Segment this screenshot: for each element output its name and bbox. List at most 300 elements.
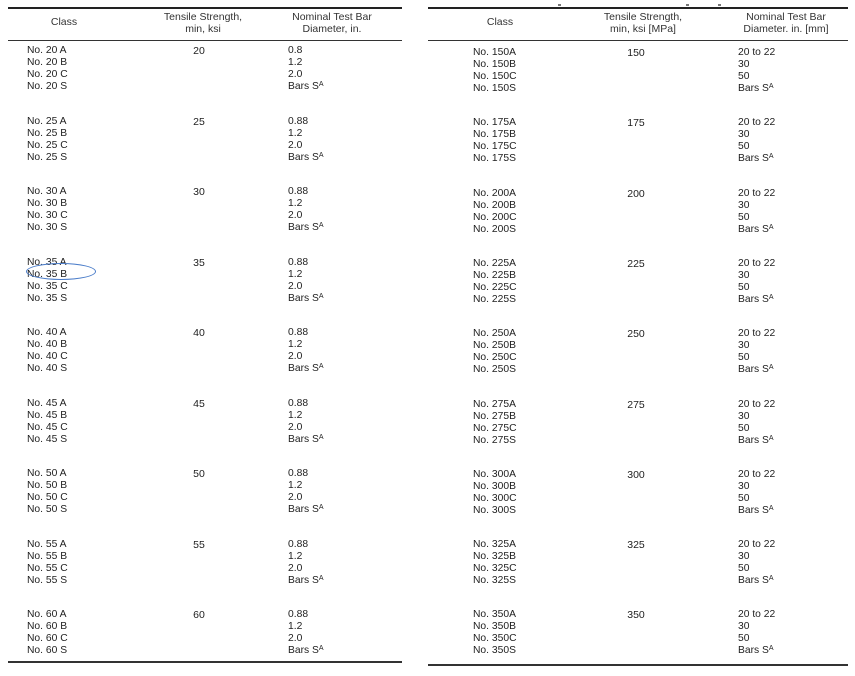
diameter-value bbox=[738, 258, 775, 270]
diameter-value bbox=[738, 270, 775, 282]
class-name: No. 40 B bbox=[27, 339, 68, 350]
diameter-text: 20 to 22 bbox=[738, 328, 776, 340]
tensile-value: 200 bbox=[627, 187, 645, 200]
diameter-value bbox=[738, 435, 775, 447]
diameter-text: Bars S bbox=[288, 645, 319, 656]
footnote-marker: A bbox=[318, 504, 324, 511]
diameter-cell bbox=[738, 258, 775, 306]
diameter-text: 2.0 bbox=[288, 139, 303, 151]
diameter-value bbox=[738, 563, 775, 575]
class-name: No. 150B bbox=[473, 59, 516, 70]
class-cell bbox=[473, 117, 517, 165]
class-name: No. 60 A bbox=[27, 609, 67, 620]
tensile-value: 30 bbox=[193, 186, 205, 198]
class-name: No. 200A bbox=[473, 187, 516, 199]
class-name: No. 35 C bbox=[27, 280, 68, 292]
diameter-cell bbox=[738, 47, 775, 95]
diameter-value bbox=[738, 71, 775, 83]
class-name: No. 300S bbox=[473, 504, 516, 516]
class-name: No. 300B bbox=[473, 480, 516, 492]
class-name: No. 50 B bbox=[27, 480, 68, 491]
diameter-text: 50 bbox=[738, 492, 750, 504]
diameter-value bbox=[288, 339, 324, 351]
diameter-cell bbox=[738, 188, 775, 236]
diameter-text: 30 bbox=[738, 410, 750, 422]
diameter-value bbox=[288, 410, 324, 422]
diameter-value bbox=[288, 398, 324, 410]
class-name: No. 40 S bbox=[27, 363, 68, 374]
diameter-value bbox=[738, 117, 775, 129]
class-name: No. 225B bbox=[473, 269, 516, 281]
table-top-rule bbox=[8, 7, 402, 9]
header-class: Class bbox=[486, 16, 514, 28]
table-row-group bbox=[428, 609, 848, 667]
diameter-cell bbox=[288, 116, 324, 164]
class-name: No. 325S bbox=[473, 575, 516, 587]
footnote-marker: A bbox=[768, 293, 774, 301]
footnote-marker: A bbox=[768, 504, 774, 512]
footnote-marker: A bbox=[318, 363, 324, 370]
table-row-group bbox=[428, 469, 848, 527]
diameter-text: 20 to 22 bbox=[738, 398, 776, 410]
diameter-text: 1.2 bbox=[288, 550, 303, 562]
table-top-rule bbox=[428, 7, 848, 9]
class-cell bbox=[27, 398, 68, 446]
class-name: No. 150A bbox=[473, 47, 516, 58]
footnote-marker: A bbox=[768, 364, 774, 372]
diameter-text: 0.88 bbox=[288, 397, 309, 409]
class-name: No. 30 A bbox=[27, 186, 67, 197]
tensile-value: 40 bbox=[193, 327, 205, 339]
diameter-text: 2.0 bbox=[288, 280, 303, 292]
diameter-text: 20 to 22 bbox=[738, 539, 776, 551]
footnote-marker: A bbox=[318, 574, 324, 582]
class-name: No. 300A bbox=[473, 468, 516, 480]
diameter-text: 20 to 22 bbox=[738, 468, 776, 480]
diameter-text: 2.0 bbox=[288, 633, 303, 644]
diameter-value bbox=[288, 281, 324, 293]
diameter-text: Bars S bbox=[288, 433, 319, 445]
diameter-text: Bars S bbox=[288, 363, 319, 374]
tensile-value: 35 bbox=[193, 256, 205, 269]
class-cell bbox=[27, 45, 68, 93]
class-name: No. 275C bbox=[473, 422, 517, 434]
class-name: No. 225A bbox=[473, 257, 516, 269]
diameter-value bbox=[738, 411, 775, 423]
scan-mark bbox=[686, 4, 689, 6]
class-name: No. 275A bbox=[473, 398, 516, 410]
diameter-value bbox=[738, 575, 775, 587]
footnote-marker: A bbox=[768, 223, 774, 231]
class-name: No. 275S bbox=[473, 434, 516, 446]
class-name: No. 325C bbox=[473, 563, 517, 575]
class-name: No. 50 C bbox=[27, 492, 68, 503]
tensile-value: 225 bbox=[627, 257, 645, 270]
diameter-text: 20 to 22 bbox=[738, 257, 776, 269]
class-name: No. 25 S bbox=[27, 151, 68, 163]
diameter-cell bbox=[288, 398, 324, 446]
diameter-value bbox=[288, 293, 324, 305]
diameter-value bbox=[738, 188, 775, 200]
diameter-text: 30 bbox=[738, 551, 750, 563]
diameter-text: 50 bbox=[738, 422, 750, 434]
header-tensile: Tensile Strength, min, ksi [MPa] bbox=[603, 11, 683, 35]
table-row-group bbox=[8, 609, 402, 667]
diameter-value bbox=[738, 481, 775, 493]
diameter-value bbox=[288, 81, 324, 93]
table-row-group bbox=[8, 116, 402, 174]
class-name: No. 55 A bbox=[27, 538, 67, 550]
diameter-text: 50 bbox=[738, 211, 750, 223]
class-name: No. 200B bbox=[473, 199, 516, 211]
diameter-text: 1.2 bbox=[288, 198, 303, 209]
scan-mark bbox=[558, 4, 561, 6]
highlight-circle bbox=[26, 263, 96, 280]
diameter-value bbox=[738, 505, 775, 517]
class-cell bbox=[27, 186, 68, 234]
diameter-value bbox=[288, 539, 324, 551]
class-name: No. 350S bbox=[473, 645, 516, 657]
class-name: No. 225S bbox=[473, 293, 516, 305]
diameter-value bbox=[288, 621, 324, 633]
diameter-value bbox=[288, 140, 324, 152]
footnote-marker: A bbox=[318, 645, 324, 652]
diameter-text: Bars S bbox=[738, 364, 769, 376]
diameter-cell bbox=[288, 539, 324, 587]
diameter-value bbox=[288, 116, 324, 128]
diameter-text: 1.2 bbox=[288, 480, 303, 491]
tensile-value: 55 bbox=[193, 538, 205, 551]
diameter-value bbox=[738, 399, 775, 411]
footnote-marker: A bbox=[768, 645, 774, 653]
diameter-text: 1.2 bbox=[288, 339, 303, 350]
class-name: No. 50 A bbox=[27, 468, 67, 479]
diameter-value bbox=[288, 222, 324, 234]
diameter-text: Bars S bbox=[288, 81, 319, 92]
class-name: No. 20 C bbox=[27, 69, 68, 80]
class-name: No. 30 S bbox=[27, 222, 68, 233]
diameter-value bbox=[288, 351, 324, 363]
diameter-text: 30 bbox=[738, 129, 750, 141]
header-rule bbox=[428, 40, 848, 41]
diameter-cell bbox=[288, 257, 324, 305]
footnote-marker: A bbox=[768, 153, 774, 161]
diameter-text: 30 bbox=[738, 199, 750, 211]
class-name: No. 20 A bbox=[27, 45, 67, 56]
diameter-value bbox=[738, 224, 775, 236]
class-name: No. 45 S bbox=[27, 433, 68, 445]
diameter-value bbox=[738, 551, 775, 563]
tensile-value: 50 bbox=[193, 468, 205, 480]
tensile-value: 150 bbox=[627, 47, 645, 59]
diameter-cell bbox=[288, 609, 324, 657]
diameter-text: 0.88 bbox=[288, 468, 309, 479]
diameter-value bbox=[738, 469, 775, 481]
diameter-cell bbox=[738, 469, 775, 517]
diameter-value bbox=[288, 480, 324, 492]
diameter-text: 50 bbox=[738, 141, 750, 153]
diameter-text: Bars S bbox=[738, 153, 769, 165]
diameter-value bbox=[288, 645, 324, 657]
diameter-text: 2.0 bbox=[288, 210, 303, 221]
diameter-value bbox=[288, 210, 324, 222]
diameter-value bbox=[288, 551, 324, 563]
diameter-text: 50 bbox=[738, 563, 750, 575]
diameter-value bbox=[738, 633, 775, 645]
table-row-group bbox=[428, 47, 848, 105]
class-cell bbox=[473, 539, 517, 587]
diameter-value bbox=[288, 363, 324, 375]
class-name: No. 25 B bbox=[27, 127, 68, 139]
diameter-text: 20 to 22 bbox=[738, 47, 776, 58]
table-row-group bbox=[428, 188, 848, 246]
diameter-value bbox=[738, 83, 775, 95]
scan-mark bbox=[718, 4, 721, 6]
table-row-group bbox=[428, 399, 848, 457]
diameter-text: 20 to 22 bbox=[738, 609, 776, 621]
diameter-cell bbox=[288, 45, 324, 93]
class-name: No. 325A bbox=[473, 539, 516, 551]
table-bottom-rule bbox=[8, 661, 402, 663]
class-name: No. 350A bbox=[473, 609, 516, 621]
class-name: No. 60 C bbox=[27, 633, 68, 644]
class-cell bbox=[473, 469, 517, 517]
diameter-value bbox=[738, 609, 775, 621]
class-name: No. 250A bbox=[473, 328, 516, 340]
diameter-value bbox=[288, 633, 324, 645]
diameter-cell bbox=[738, 539, 775, 587]
tensile-value: 25 bbox=[193, 115, 205, 128]
diameter-value bbox=[738, 59, 775, 71]
class-name: No. 55 C bbox=[27, 562, 68, 574]
class-name: No. 35 B bbox=[27, 268, 68, 280]
diameter-value bbox=[738, 212, 775, 224]
diameter-text: 1.2 bbox=[288, 621, 303, 632]
diameter-text: 2.0 bbox=[288, 351, 303, 362]
class-cell bbox=[27, 468, 68, 516]
class-cell bbox=[473, 399, 517, 447]
class-cell bbox=[473, 47, 517, 95]
diameter-text: 0.88 bbox=[288, 538, 309, 550]
class-name: No. 45 B bbox=[27, 409, 68, 421]
diameter-text: 0.88 bbox=[288, 186, 309, 197]
table-row-group bbox=[428, 117, 848, 175]
class-name: No. 300C bbox=[473, 492, 517, 504]
diameter-text: 50 bbox=[738, 633, 750, 645]
diameter-text: 2.0 bbox=[288, 562, 303, 574]
class-name: No. 25 C bbox=[27, 139, 68, 151]
diameter-value bbox=[738, 200, 775, 212]
diameter-text: 30 bbox=[738, 59, 750, 70]
header-class: Class bbox=[50, 16, 78, 28]
diameter-cell bbox=[738, 399, 775, 447]
class-name: No. 150C bbox=[473, 71, 517, 82]
class-cell bbox=[27, 327, 68, 375]
diameter-value bbox=[738, 294, 775, 306]
tensile-value: 60 bbox=[193, 609, 205, 621]
diameter-text: 30 bbox=[738, 269, 750, 281]
class-name: No. 20 S bbox=[27, 81, 68, 92]
diameter-text: 20 to 22 bbox=[738, 187, 776, 199]
diameter-value bbox=[288, 128, 324, 140]
diameter-value bbox=[738, 129, 775, 141]
class-name: No. 40 C bbox=[27, 351, 68, 362]
header-diameter: Nominal Test Bar Diameter. in. [mm] bbox=[743, 11, 829, 35]
table-row-group bbox=[428, 258, 848, 316]
diameter-value bbox=[738, 340, 775, 352]
diameter-text: Bars S bbox=[738, 83, 769, 94]
class-name: No. 325B bbox=[473, 551, 516, 563]
diameter-value bbox=[288, 186, 324, 198]
diameter-value bbox=[738, 282, 775, 294]
diameter-text: 20 to 22 bbox=[738, 117, 776, 129]
diameter-value bbox=[288, 198, 324, 210]
diameter-value bbox=[738, 645, 775, 657]
diameter-value bbox=[288, 563, 324, 575]
footnote-marker: A bbox=[768, 575, 774, 583]
class-name: No. 175C bbox=[473, 141, 517, 153]
header-tensile: Tensile Strength, min, ksi bbox=[163, 11, 243, 35]
class-name: No. 20 B bbox=[27, 57, 68, 68]
diameter-value bbox=[738, 539, 775, 551]
header-rule bbox=[8, 40, 402, 41]
diameter-text: Bars S bbox=[738, 223, 769, 235]
footnote-marker: A bbox=[318, 151, 324, 159]
class-cell bbox=[473, 188, 517, 236]
tensile-value: 175 bbox=[627, 117, 645, 130]
class-name: No. 25 A bbox=[27, 115, 67, 127]
diameter-text: 0.88 bbox=[288, 327, 309, 338]
tensile-value: 350 bbox=[627, 609, 645, 622]
diameter-value bbox=[288, 575, 324, 587]
footnote-marker: A bbox=[318, 292, 324, 300]
diameter-text: 50 bbox=[738, 352, 750, 364]
class-name: No. 150S bbox=[473, 83, 516, 94]
diameter-value bbox=[288, 504, 324, 516]
table-bottom-rule bbox=[428, 664, 848, 666]
footnote-marker: A bbox=[318, 433, 324, 441]
diameter-value bbox=[738, 328, 775, 340]
diameter-value bbox=[738, 352, 775, 364]
diameter-text: 30 bbox=[738, 621, 750, 633]
class-name: No. 55 S bbox=[27, 574, 68, 586]
diameter-value bbox=[288, 45, 324, 57]
diameter-value bbox=[738, 423, 775, 435]
class-name: No. 275B bbox=[473, 410, 516, 422]
diameter-text: 2.0 bbox=[288, 421, 303, 433]
diameter-value bbox=[288, 609, 324, 621]
class-cell bbox=[473, 258, 517, 306]
table-row-group bbox=[8, 468, 402, 526]
class-cell bbox=[473, 609, 517, 657]
header-diameter: Nominal Test Bar Diameter, in. bbox=[292, 11, 372, 35]
diameter-text: Bars S bbox=[738, 293, 769, 305]
diameter-text: 1.2 bbox=[288, 57, 303, 68]
class-name: No. 250S bbox=[473, 364, 516, 376]
class-name: No. 175A bbox=[473, 117, 516, 129]
diameter-value bbox=[738, 621, 775, 633]
class-name: No. 35 S bbox=[27, 292, 68, 304]
class-name: No. 350B bbox=[473, 621, 516, 633]
diameter-text: 0.88 bbox=[288, 115, 309, 127]
class-name: No. 35 A bbox=[27, 256, 67, 268]
diameter-text: 1.2 bbox=[288, 409, 303, 421]
diameter-cell bbox=[738, 117, 775, 165]
diameter-value bbox=[738, 47, 775, 59]
class-name: No. 60 B bbox=[27, 621, 68, 632]
table-row-group bbox=[428, 539, 848, 597]
diameter-cell bbox=[288, 186, 324, 234]
class-name: No. 175B bbox=[473, 129, 516, 141]
class-cell bbox=[27, 609, 68, 657]
diameter-text: Bars S bbox=[738, 434, 769, 446]
diameter-text: 30 bbox=[738, 340, 750, 352]
diameter-text: Bars S bbox=[738, 575, 769, 587]
diameter-text: 1.2 bbox=[288, 127, 303, 139]
tensile-value: 300 bbox=[627, 468, 645, 481]
tensile-value: 325 bbox=[627, 539, 645, 552]
diameter-text: 1.2 bbox=[288, 268, 303, 280]
table-row-group bbox=[8, 327, 402, 385]
diameter-value bbox=[288, 57, 324, 69]
footnote-marker: A bbox=[318, 222, 324, 229]
diameter-value bbox=[288, 152, 324, 164]
class-name: No. 250C bbox=[473, 352, 517, 364]
diameter-cell bbox=[738, 609, 775, 657]
table-row-group bbox=[8, 539, 402, 597]
class-name: No. 60 S bbox=[27, 645, 68, 656]
diameter-text: Bars S bbox=[288, 574, 319, 586]
tensile-value: 45 bbox=[193, 397, 205, 410]
diameter-value bbox=[288, 269, 324, 281]
footnote-marker: A bbox=[768, 434, 774, 442]
class-name: No. 30 C bbox=[27, 210, 68, 221]
table-row-group bbox=[428, 328, 848, 386]
class-name: No. 175S bbox=[473, 153, 516, 165]
diameter-value bbox=[288, 422, 324, 434]
diameter-text: 50 bbox=[738, 281, 750, 293]
diameter-text: 0.88 bbox=[288, 256, 309, 268]
footnote-marker: A bbox=[768, 83, 774, 90]
diameter-value bbox=[738, 364, 775, 376]
class-name: No. 200S bbox=[473, 223, 516, 235]
class-name: No. 200C bbox=[473, 211, 517, 223]
diameter-text: 50 bbox=[738, 71, 750, 82]
class-cell bbox=[27, 116, 68, 164]
diameter-text: 0.8 bbox=[288, 45, 303, 56]
table-row-group bbox=[8, 398, 402, 456]
class-name: No. 45 A bbox=[27, 397, 67, 409]
diameter-value bbox=[288, 492, 324, 504]
class-cell bbox=[27, 539, 68, 587]
diameter-value bbox=[288, 434, 324, 446]
diameter-value bbox=[738, 141, 775, 153]
class-name: No. 250B bbox=[473, 340, 516, 352]
diameter-cell bbox=[288, 327, 324, 375]
class-name: No. 55 B bbox=[27, 550, 68, 562]
diameter-text: 2.0 bbox=[288, 492, 303, 503]
class-name: No. 40 A bbox=[27, 327, 67, 338]
tensile-value: 20 bbox=[193, 45, 205, 57]
diameter-text: Bars S bbox=[288, 292, 319, 304]
class-name: No. 45 C bbox=[27, 421, 68, 433]
class-name: No. 50 S bbox=[27, 504, 68, 515]
class-name: No. 225C bbox=[473, 281, 517, 293]
diameter-value bbox=[738, 153, 775, 165]
diameter-text: 0.88 bbox=[288, 609, 309, 620]
diameter-value bbox=[288, 69, 324, 81]
diameter-value bbox=[288, 257, 324, 269]
